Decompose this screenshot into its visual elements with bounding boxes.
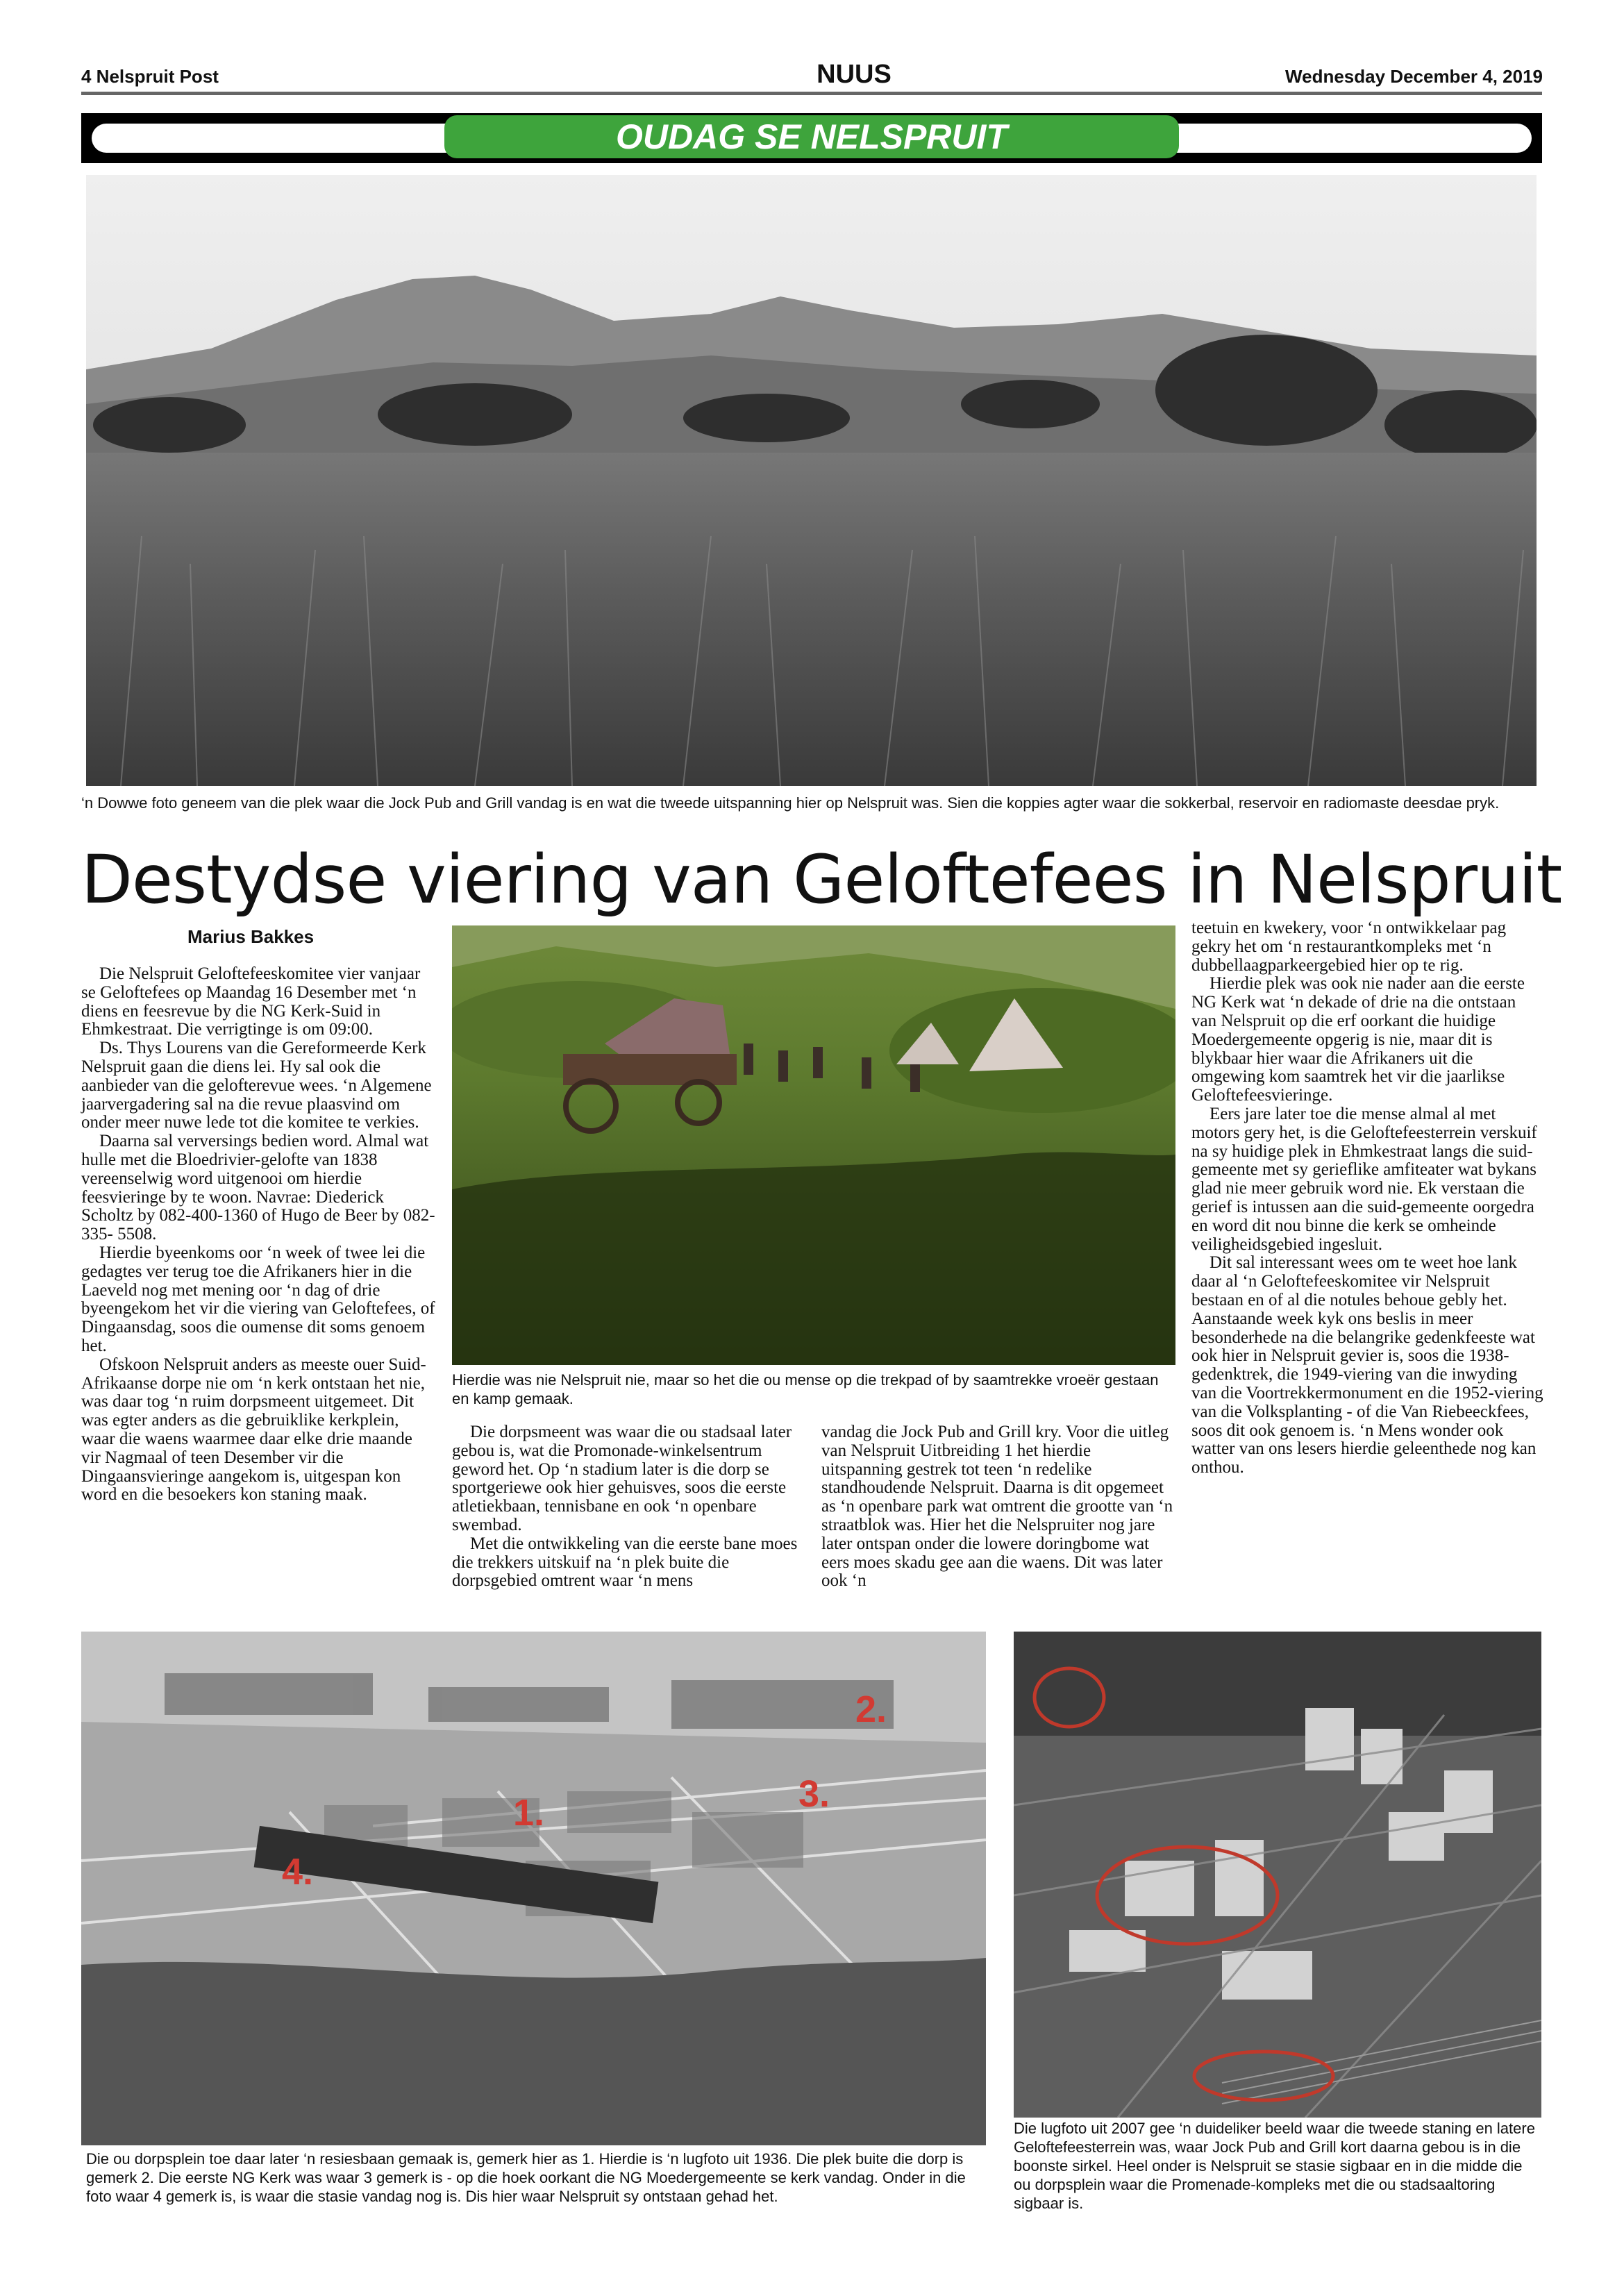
paragraph: Ofskoon Nelspruit anders as meeste ouer Suid-Afrikaanse dorpe nie om ‘n kerk ontstaan het nie, was daar tog ‘n ruim dorpsmeent uitgemeet. Dit was egter anders as die gebruiklike kerkplein, waar die waens waarmee daar elke drie maande vir Nagmaal of teen Desember vir die Dingaansvieringe aangekom is, uitgespan kon word en die besoekers kon staning maak.: [81, 1355, 426, 1505]
article-column-1: [81, 965, 435, 1505]
marker-2: 2.: [855, 1689, 887, 1730]
top-photo-caption: ‘n Dowwe foto geneem van die plek waar die Jock Pub and Grill vandag is en wat die tweede uitspanning hier op Nelspruit was. Sien die koppies agter waar die sokkerbal, reservoir en radiomaste deesdae pryk.: [81, 794, 1500, 812]
article-column-4: [1191, 919, 1544, 1477]
article-column-2: [452, 1423, 806, 1591]
paragraph: Met die ontwikkeling van die eerste bane moes die trekkers uitskuif na ‘n plek buite die dorpsgebied omtrent waar ‘n mens: [452, 1534, 798, 1591]
page-number-publication: 4 Nelspruit Post: [81, 66, 219, 87]
marker-4: 4.: [282, 1851, 314, 1893]
issue-date: Wednesday December 4, 2019: [1285, 66, 1543, 87]
marker-3: 3.: [798, 1773, 830, 1815]
article-byline: Marius Bakkes: [187, 926, 315, 947]
paragraph: Daarna sal verversings bedien word. Almal wat hulle met die Bloedrivier-gelofte van 1838 vereenselwig word uitgenooi om hierdie feesvieringe by te woon. Navrae: Diederick Scholtz by 082-400-1360 of Hugo de Beer by 082-335- 5508.: [81, 1132, 435, 1244]
marker-1: 1.: [513, 1792, 545, 1834]
paragraph: Ds. Thys Lourens van die Gereformeerde Kerk Nelspruit gaan die diens lei. Hy sal ook die aanbieder van die gelofterevue wees. ‘n Algemene jaarvergadering sal na die revue plaasvind om onder meer nuwe lede tot die komitee te verkies.: [81, 1039, 432, 1132]
header-rule: [81, 92, 1542, 95]
paragraph: Dit sal interessant wees om te weet hoe lank daar al ‘n Geloftefeeskomitee vir Nelspruit bestaan en of al die notules behoue gebly het. Aanstaande week kyk ons beslis in meer besonderhede na die belangrike gedenkfeeste wat ook hier in Nelspruit gevier is, soos die 1938-gedenktrek, die 1949-viering van die inwyding van die Voortrekkermonument en die 1952-viering van die Volksplanting - of die Van Riebeeckfees, soos dit ook genoem is. ‘n Mens wonder ook watter van ons lesers hierdie geleenthede nog kan onthou.: [1191, 1253, 1543, 1477]
article-headline: Destydse viering van Geloftefees in Nelspruit: [81, 841, 1562, 919]
aerial-photo-2007: [1014, 1632, 1541, 2118]
paragraph: Eers jare later toe die mense almal al met motors gery het, is die Geloftefeesterrein verskuif na sy huidige plek in Ehmkestraat langs die suid-gemeente met sy gerieflike amfiteater wat bykans glad nie meer gebruik word nie. Ek verstaan die gerief is intussen aan die suid-gemeente oorgedra en word dit nou binne die kerk se omheinde veiligheidsgebied ingesluit.: [1191, 1104, 1537, 1254]
aerial-2007-caption: Die lugfoto uit 2007 gee ‘n duideliker beeld waar die tweede staning en latere Geloftefeesterrein was, waar Jock Pub and Grill kort daarna gebou is in die boonste sirkel. Heel onder is Nelspruit se stasie sigbaar en in die midde die ou dorpsplein waar die Promenade-kompleks met die ou stadsaaltoring sigbaar is.: [1014, 2120, 1535, 2212]
aerial-photo-1936: [81, 1632, 986, 2145]
article-column-3: [821, 1423, 1175, 1591]
paragraph: Die dorpsmeent was waar die ou stadsaal later gebou is, wat die Promonade-winkelsentrum geword het. Op ‘n stadium later is die dorp se sportgeriewe ook hier gehuisves, soos die eerste atletiekbaan, tennisbane en ook ‘n openbare swembad.: [452, 1423, 792, 1534]
camp-photo-caption: Hierdie was nie Nelspruit nie, maar so het die ou mense op die trekpad of by saamtrekke vroeër gestaan en kamp gemaak.: [452, 1371, 1159, 1407]
section-title: NUUS: [817, 60, 891, 89]
aerial-1936-caption: Die ou dorpsplein toe daar later ‘n resiesbaan gemaak is, gemerk hier as 1. Hierdie is ‘n lugfoto uit 1936. Die plek buite die dorp is gemerk 2. Die eerste NG Kerk was waar 3 gemerk is - op die hoek oorkant die NG Moedergemeente se kerk vandag. Onder in die foto waar 4 gemerk is, is waar die stasie vandag nog is. Dis hier waar Nelspruit sy ontstaan gehad het.: [86, 2150, 966, 2205]
paragraph: Die Nelspruit Geloftefeeskomitee vier vanjaar se Geloftefees op Maandag 16 Desember met ‘n diens en feesrevue by die NG Kerk-Suid in Ehmkestraat. Die verrigtinge is om 09:00.: [81, 964, 421, 1039]
section-banner-label: OUDAG SE NELSPRUIT: [444, 115, 1179, 158]
top-landscape-photo: [86, 175, 1537, 786]
paragraph: vandag die Jock Pub and Grill kry. Voor die uitleg van Nelspruit Uitbreiding 1 het hierdie uitspanning gestrek tot teen ‘n redelike standhoudende Nelspruit. Daarna is dit opgemeet as ‘n openbare park wat omtrent die grootte van ‘n straatblok was. Hier het die Nelspruiter nog jare later ontspan onder die lowere doringbome wat eers moes skadu gee aan die waens. Dit was later ook ‘n: [821, 1423, 1173, 1591]
paragraph: Hierdie plek was ook nie nader aan die eerste NG Kerk wat ‘n dekade of drie na die ontstaan van Nelspruit op die erf oorkant die huidige Moedergemeente opgerig is nie, maar dit is blykbaar hier waar die Afrikaners uit die omgewing kom saamtrek het vir die jaarlikse Geloftefeesvieringe.: [1191, 974, 1525, 1105]
paragraph: Hierdie byeenkoms oor ‘n week of twee lei die gedagtes ver terug toe die Afrikaners hier in die Laeveld nog met mening oor ‘n dag of drie byeengekom het vir die viering van Geloftefees, of Dingaansdag, soos die oumense dit soms genoem het.: [81, 1243, 435, 1355]
paragraph: teetuin en kwekery, voor ‘n ontwikkelaar pag gekry het om ‘n restaurantkompleks met ‘n dubbellaagparkeergebied hier op te rig.: [1191, 919, 1507, 975]
trek-camp-photo: [452, 925, 1175, 1365]
